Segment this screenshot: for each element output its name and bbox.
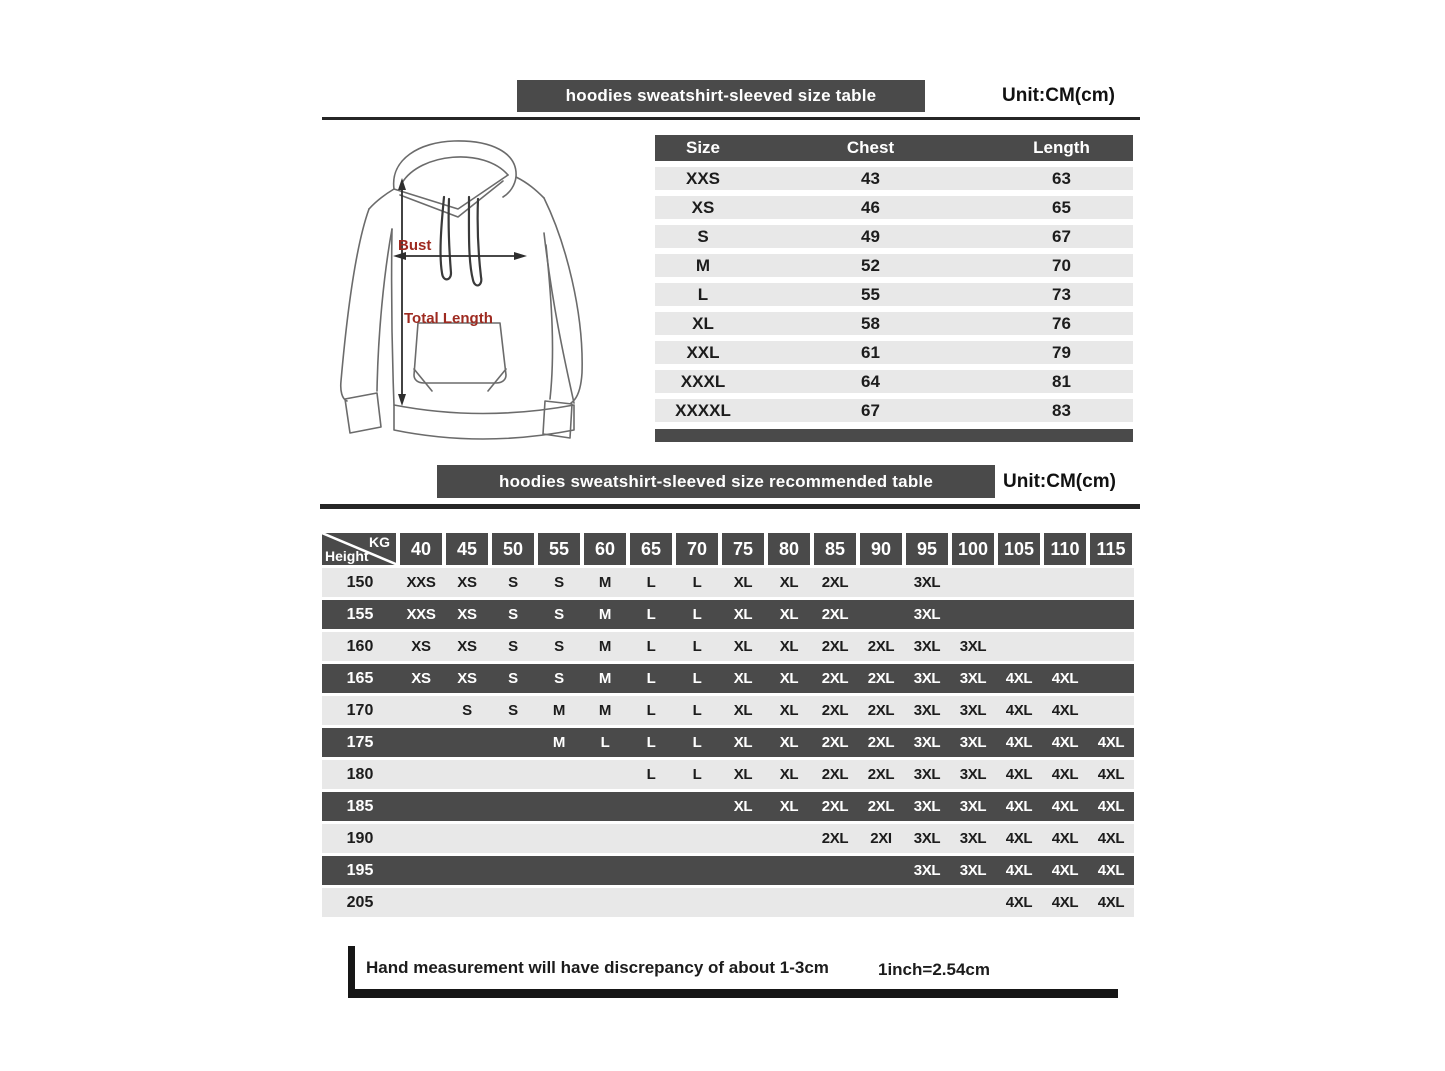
size-table-cell: XXXXL [675, 400, 731, 420]
size-table-title-bar [517, 80, 925, 112]
hoodie-measurement-diagram [332, 133, 617, 458]
size-cell: M [598, 670, 612, 687]
size-cell: 3XL [959, 830, 987, 847]
size-cell: XL [733, 798, 753, 815]
size-cell: XL [779, 638, 799, 655]
weight-header-cell: 80 [766, 533, 812, 565]
size-table-cell: 49 [861, 226, 880, 246]
size-table-row [655, 341, 1133, 364]
unit-label-2: Unit:CM(cm) [1003, 471, 1116, 492]
size-table-cell: 81 [1052, 371, 1071, 391]
size-cell: 4XL [1097, 798, 1125, 815]
size-cell: L [646, 670, 656, 687]
weight-header-cell: 75 [720, 533, 766, 565]
size-table-header [655, 135, 1133, 161]
bust-label: Bust [398, 237, 432, 254]
height-label: 195 [346, 861, 374, 879]
weight-header-cell: 85 [812, 533, 858, 565]
size-cell: 3XL [959, 798, 987, 815]
size-cell: 3XL [913, 830, 941, 847]
size-cell: 4XL [1005, 798, 1033, 815]
recommended-row [322, 728, 1134, 757]
size-cell: XXS [406, 574, 436, 591]
height-label: 190 [346, 829, 374, 847]
size-cell: L [692, 766, 702, 783]
size-cell: 3XL [913, 670, 941, 687]
weight-header-cell: 70 [674, 533, 720, 565]
size-cell: XL [733, 574, 753, 591]
recommended-table [322, 533, 1134, 917]
weight-header-cell: 115 [1088, 533, 1134, 565]
size-table-header-length: Length [1033, 138, 1090, 157]
size-table-row [655, 225, 1133, 248]
height-label: 150 [346, 573, 374, 591]
kg-height-corner-cell [322, 533, 398, 565]
size-cell: 4XL [1005, 894, 1033, 911]
height-corner-label: Height [325, 548, 369, 564]
size-table-cell: XS [691, 197, 715, 217]
size-table-cell: 43 [861, 168, 880, 188]
size-table-cell: 76 [1052, 313, 1071, 333]
size-cell: 4XL [1051, 734, 1079, 751]
size-cell: 4XL [1051, 766, 1079, 783]
size-table-header-size: Size [685, 138, 721, 157]
size-table-cell: 55 [861, 284, 880, 304]
kg-label: KG [369, 534, 390, 550]
height-label: 170 [346, 701, 374, 719]
weight-header-cell: 100 [950, 533, 996, 565]
total-length-label: Total Length [404, 310, 493, 327]
size-cell: 4XL [1005, 830, 1033, 847]
size-cell: M [552, 734, 566, 751]
size-cell: XS [457, 606, 477, 623]
size-cell: 2XL [867, 670, 895, 687]
size-cell: L [646, 638, 656, 655]
size-cell: XL [779, 574, 799, 591]
size-cell: 3XL [913, 574, 941, 591]
size-cell: XS [411, 638, 431, 655]
size-cell: L [692, 670, 702, 687]
recommended-row [322, 856, 1134, 885]
size-cell: XL [733, 734, 753, 751]
size-cell: XL [779, 798, 799, 815]
size-cell: 2XL [867, 702, 895, 719]
size-table-cell: 70 [1052, 255, 1071, 275]
size-cell: 2XL [821, 638, 849, 655]
size-table-cell: 73 [1052, 284, 1071, 304]
size-table-cell: 64 [861, 371, 880, 391]
size-table-row [655, 312, 1133, 335]
size-cell: 2XL [867, 638, 895, 655]
recommended-row [322, 760, 1134, 789]
size-cell: L [646, 606, 656, 623]
weight-header-cell: 90 [858, 533, 904, 565]
size-cell: XL [779, 734, 799, 751]
size-cell: L [692, 702, 702, 719]
size-cell: 3XL [959, 766, 987, 783]
size-cell: 4XL [1051, 798, 1079, 815]
size-table-cell: 61 [861, 342, 880, 362]
footer-horizontal-bar [348, 989, 1118, 998]
size-cell: L [692, 606, 702, 623]
size-cell: 4XL [1051, 670, 1079, 687]
inch-conversion-note: 1inch=2.54cm [878, 960, 990, 979]
height-label: 165 [346, 669, 374, 687]
size-table [655, 135, 1133, 442]
size-table-cell: 65 [1052, 197, 1071, 217]
height-label: 160 [346, 637, 374, 655]
size-cell: 4XL [1005, 670, 1033, 687]
size-cell: M [552, 702, 566, 719]
size-cell: 2XL [821, 702, 849, 719]
size-cell: 3XL [913, 766, 941, 783]
size-cell: 4XL [1097, 830, 1125, 847]
size-cell: 2XL [821, 574, 849, 591]
size-cell: XS [457, 638, 477, 655]
size-table-cell: 67 [861, 400, 880, 420]
size-table-cell: XXXL [680, 371, 726, 391]
size-cell: L [646, 734, 656, 751]
size-table-row [655, 399, 1133, 422]
size-cell: 3XL [913, 798, 941, 815]
size-cell: 3XL [959, 670, 987, 687]
size-cell: S [462, 702, 472, 719]
unit-label-1: Unit:CM(cm) [1002, 85, 1115, 106]
size-cell: 4XL [1097, 862, 1125, 879]
size-table-bottom-bar [655, 429, 1133, 442]
recommended-row [322, 568, 1134, 597]
size-cell: L [692, 638, 702, 655]
size-table-cell: 58 [861, 313, 880, 333]
size-cell: 4XL [1051, 702, 1079, 719]
size-cell: 3XL [959, 638, 987, 655]
size-cell: 4XL [1051, 894, 1079, 911]
size-cell: 3XL [913, 862, 941, 879]
size-cell: M [598, 638, 612, 655]
size-cell: S [554, 606, 564, 623]
size-cell: S [508, 606, 518, 623]
height-label: 155 [346, 605, 374, 623]
size-cell: 2XL [821, 766, 849, 783]
size-cell: 3XL [959, 702, 987, 719]
recommended-row [322, 600, 1134, 629]
measurement-discrepancy-note: Hand measurement will have discrepancy of about 1-3cm [366, 958, 829, 977]
size-cell: L [646, 702, 656, 719]
height-label: 180 [346, 765, 374, 783]
weight-header-cell: 65 [628, 533, 674, 565]
size-cell: S [508, 670, 518, 687]
size-cell: 3XL [913, 638, 941, 655]
size-cell: L [646, 766, 656, 783]
size-cell: L [692, 734, 702, 751]
size-table-cell: XL [692, 313, 714, 333]
weight-header-cell: 50 [490, 533, 536, 565]
size-table-cell: 79 [1052, 342, 1071, 362]
recommended-row [322, 664, 1134, 693]
size-table-cell: XXL [686, 342, 720, 362]
size-cell: 4XL [1051, 862, 1079, 879]
size-cell: 4XL [1005, 862, 1033, 879]
size-cell: S [554, 638, 564, 655]
recommended-row [322, 824, 1134, 853]
size-cell: XL [779, 606, 799, 623]
size-cell: XXS [406, 606, 436, 623]
size-table-cell: 83 [1052, 400, 1071, 420]
size-cell: L [600, 734, 610, 751]
size-cell: M [598, 574, 612, 591]
size-cell: 3XL [913, 606, 941, 623]
size-cell: S [508, 638, 518, 655]
size-cell: XL [779, 702, 799, 719]
weight-header-cell: 105 [996, 533, 1042, 565]
size-cell: S [508, 702, 518, 719]
recommended-row [322, 792, 1134, 821]
recommended-table-title-bar [437, 465, 995, 498]
size-cell: XL [733, 670, 753, 687]
size-cell: S [508, 574, 518, 591]
weight-header-cell: 40 [398, 533, 444, 565]
weight-header-cell: 110 [1042, 533, 1088, 565]
size-cell: 3XL [959, 734, 987, 751]
divider-line-1 [322, 117, 1140, 120]
size-cell: XL [733, 766, 753, 783]
size-table-header-chest: Chest [846, 138, 895, 157]
size-cell: XL [779, 670, 799, 687]
size-cell: M [598, 606, 612, 623]
size-cell: XL [733, 606, 753, 623]
weight-header-cell: 95 [904, 533, 950, 565]
size-cell: XS [457, 670, 477, 687]
size-cell: 2XL [821, 670, 849, 687]
size-cell: 4XL [1097, 894, 1125, 911]
recommended-table-header [322, 533, 1134, 565]
size-cell: M [598, 702, 612, 719]
size-cell: 4XL [1005, 702, 1033, 719]
weight-header-cell: 55 [536, 533, 582, 565]
size-cell: 4XL [1005, 734, 1033, 751]
size-table-row [655, 283, 1133, 306]
size-cell: L [646, 574, 656, 591]
size-table-cell: S [697, 226, 709, 246]
size-cell: XS [411, 670, 431, 687]
size-cell: 2XL [867, 766, 895, 783]
size-cell: 3XL [959, 862, 987, 879]
size-cell: 2XL [821, 830, 849, 847]
size-table-cell: 52 [861, 255, 880, 275]
size-cell: S [554, 670, 564, 687]
size-cell: XL [779, 766, 799, 783]
weight-header-cell: 45 [444, 533, 490, 565]
size-table-cell: XXS [685, 168, 721, 188]
size-cell: 2XL [867, 798, 895, 815]
size-table-row [655, 196, 1133, 219]
size-table-row [655, 167, 1133, 190]
size-cell: 2XL [821, 798, 849, 815]
recommended-row [322, 632, 1134, 661]
size-cell: 4XL [1097, 734, 1125, 751]
weight-header-cell: 60 [582, 533, 628, 565]
size-cell: XL [733, 638, 753, 655]
size-cell: 2XL [821, 734, 849, 751]
size-cell: L [692, 574, 702, 591]
size-cell: 3XL [913, 702, 941, 719]
size-cell: 2XL [821, 606, 849, 623]
height-label: 185 [346, 797, 374, 815]
size-table-body [655, 167, 1133, 422]
size-cell: XS [457, 574, 477, 591]
size-cell: 2XI [870, 830, 892, 847]
size-cell: S [554, 574, 564, 591]
height-label: 175 [346, 733, 374, 751]
size-table-cell: M [695, 255, 711, 275]
size-cell: 4XL [1097, 766, 1125, 783]
recommended-row [322, 696, 1134, 725]
size-table-row [655, 370, 1133, 393]
size-cell: XL [733, 702, 753, 719]
size-cell: 4XL [1051, 830, 1079, 847]
height-label: 205 [346, 893, 374, 911]
divider-line-2 [320, 504, 1140, 509]
size-table-row [655, 254, 1133, 277]
recommended-table-title: hoodies sweatshirt-sleeved size recommended table [498, 471, 933, 491]
size-cell: 3XL [913, 734, 941, 751]
size-table-cell: 63 [1052, 168, 1071, 188]
size-table-cell: 67 [1052, 226, 1071, 246]
recommended-row [322, 888, 1134, 917]
size-table-cell: L [697, 284, 709, 304]
size-table-title: hoodies sweatshirt-sleeved size table [565, 86, 877, 105]
size-cell: 4XL [1005, 766, 1033, 783]
recommended-table-body [322, 568, 1134, 917]
size-table-cell: 46 [861, 197, 880, 217]
size-cell: 2XL [867, 734, 895, 751]
